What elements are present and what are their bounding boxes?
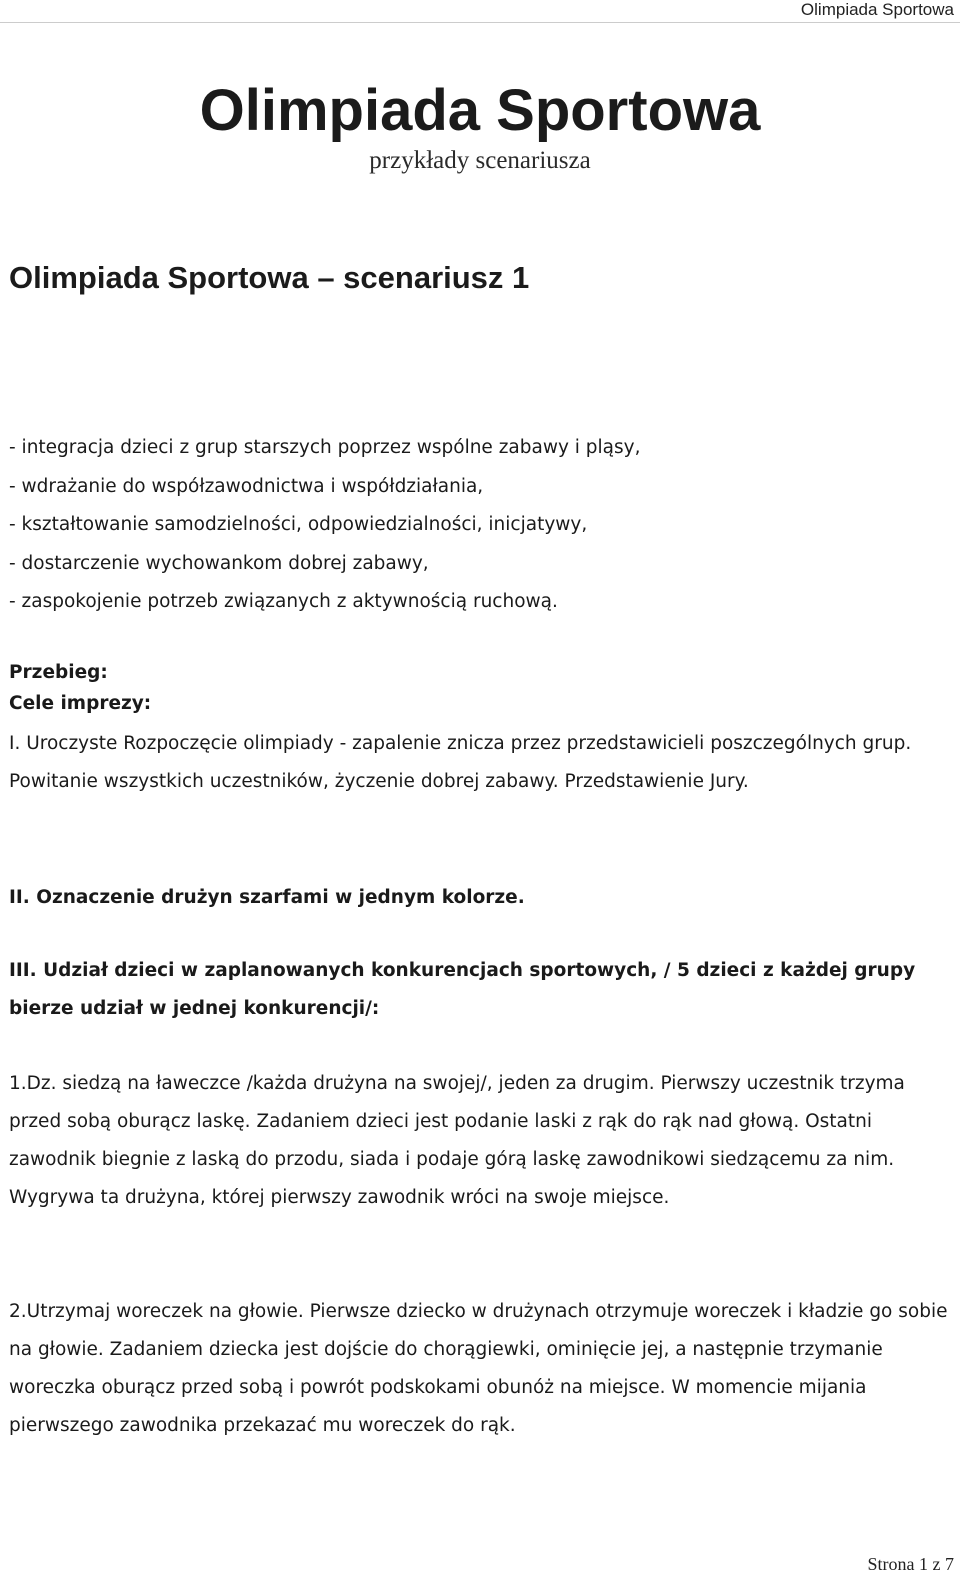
goal-item: - kształtowanie samodzielności, odpowiedzialności, inicjatywy, (9, 514, 588, 535)
paragraph-teams: II. Oznaczenie drużyn szarfami w jednym kolorze. (9, 887, 525, 908)
goals-heading: Cele imprezy: (9, 693, 152, 714)
paragraph-task-1: 1.Dz. siedzą na ławeczce /każda drużyna na swojej/, jeden za drugim. Pierwszy uczestnik trzyma przed sobą oburącz laskę. Zadaniem dzieci jest podanie laski z rąk do rąk nad głową. Ostatni zawodnik biegnie z laską do przodu, siada i podaje górą laskę zawodnikowi siedzącemu za nim. Wygrywa ta drużyna, której pierwszy zawodnik wróci na swoje miejsce. (9, 1073, 905, 1208)
goal-item: - dostarczenie wychowankom dobrej zabawy, (9, 552, 429, 574)
paragraph-opening: I. Uroczyste Rozpoczęcie olimpiady - zapalenie znicza przez przedstawicieli poszczególnych grup. Powitanie wszystkich uczestników, życzenie dobrej zabawy. Przedstawienie Jury. (9, 733, 912, 792)
goal-item: - wdrażanie do współzawodnictwa i współdziałania, (9, 475, 484, 497)
goal-item: - zaspokojenie potrzeb związanych z aktywnością ruchową. (9, 591, 558, 612)
running-header-title: Olimpiada Sportowa (800, 0, 954, 19)
header-divider (0, 22, 960, 23)
section-title: Olimpiada Sportowa – scenariusz 1 (9, 260, 530, 295)
paragraph-task-2: 2.Utrzymaj woreczek na głowie. Pierwsze dziecko w drużynach otrzymuje woreczek i kładzie go sobie na głowie. Zadaniem dziecka jest dojście do chorągiewki, ominięcie jej, a następnie trzymanie woreczka oburącz przed sobą i powrót podskokami obunóż na miejsce. W momencie mijania pierwszego zawodnika przekazać mu woreczek do rąk. (9, 1301, 948, 1436)
paragraph-competitions: III. Udział dzieci w zaplanowanych konkurencjach sportowych, / 5 dzieci z każdej grupy bierze udział w jednej konkurencji/: (9, 960, 916, 1019)
document-subtitle: przykłady scenariusza (369, 147, 591, 174)
document-title: Olimpiada Sportowa (199, 78, 761, 143)
goals-list (9, 429, 957, 622)
course-heading: Przebieg: (9, 662, 108, 683)
page-number: Strona 1 z 7 (867, 1554, 954, 1574)
goal-item: - integracja dzieci z grup starszych poprzez wspólne zabawy i pląsy, (9, 437, 641, 458)
